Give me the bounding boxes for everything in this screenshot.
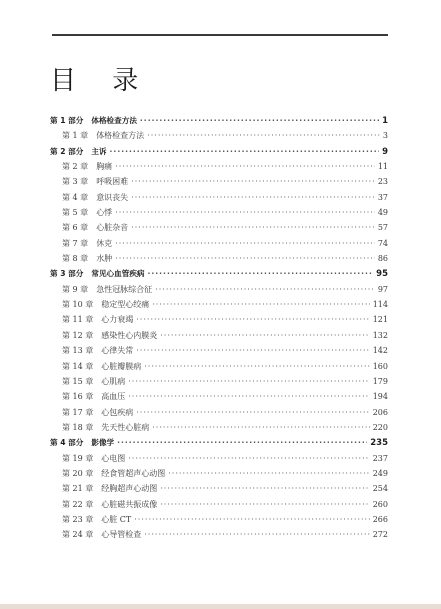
chapter-title: 稳定型心绞痛 — [101, 300, 150, 310]
page-number: 254 — [372, 484, 388, 494]
chapter-number: 第 9 章 — [62, 284, 89, 294]
part-number: 第 1 部分 — [50, 116, 84, 125]
part-title: 主诉 — [91, 146, 107, 156]
dot-leader — [136, 343, 369, 358]
chapter-number: 第 6 章 — [62, 223, 89, 233]
page-number: 142 — [372, 346, 388, 356]
toc-chapter-entry[interactable] — [50, 481, 388, 496]
dot-leader — [144, 527, 369, 542]
toc-chapter-entry[interactable] — [50, 251, 388, 266]
page-number: 37 — [377, 192, 388, 202]
chapter-number: 第 20 章 — [62, 468, 94, 478]
toc-chapter-entry[interactable] — [50, 359, 388, 374]
chapter-title: 心导管检查 — [101, 530, 142, 540]
dot-leader — [115, 159, 375, 174]
chapter-title: 先天性心脏病 — [101, 422, 150, 432]
toc-chapter-entry[interactable] — [50, 527, 388, 542]
part-number: 第 2 部分 — [50, 146, 84, 156]
chapter-title: 胸痛 — [96, 162, 113, 172]
chapter-number: 第 15 章 — [62, 376, 94, 386]
chapter-number: 第 4 章 — [62, 192, 89, 202]
page-number: 179 — [372, 376, 388, 386]
page-number: 23 — [377, 177, 388, 187]
page-number: 49 — [377, 208, 388, 218]
chapter-title: 感染性心内膜炎 — [101, 330, 158, 340]
dot-leader — [160, 497, 369, 512]
toc-part-entry[interactable] — [50, 266, 388, 281]
toc-part-entry[interactable] — [50, 435, 388, 450]
toc-chapter-entry[interactable] — [50, 312, 388, 327]
chapter-title: 心律失常 — [101, 346, 134, 356]
chapter-number: 第 22 章 — [62, 499, 94, 509]
toc-chapter-entry[interactable] — [50, 497, 388, 512]
toc-chapter-entry[interactable] — [50, 512, 388, 527]
page-number: 86 — [377, 254, 388, 264]
toc-chapter-entry[interactable] — [50, 466, 388, 481]
page-number: 235 — [370, 438, 388, 449]
page-number: 132 — [372, 330, 388, 340]
chapter-number: 第 7 章 — [62, 238, 89, 248]
toc-chapter-entry[interactable] — [50, 236, 388, 251]
chapter-number: 第 21 章 — [62, 484, 94, 494]
part-number: 第 3 部分 — [50, 269, 84, 279]
page-number: 260 — [372, 499, 388, 509]
chapter-number: 第 5 章 — [62, 208, 89, 218]
toc-chapter-entry[interactable] — [50, 159, 388, 174]
chapter-number: 第 12 章 — [62, 330, 94, 340]
dot-leader — [155, 282, 375, 297]
chapter-number: 第 24 章 — [62, 530, 94, 540]
page-number: 114 — [372, 300, 388, 310]
dot-leader — [131, 174, 375, 189]
chapter-title: 体格检查方法 — [96, 131, 145, 141]
dot-leader — [128, 389, 369, 404]
chapter-number: 第 19 章 — [62, 453, 94, 463]
chapter-title: 经食管超声心动图 — [101, 468, 166, 478]
page-number: 206 — [372, 407, 388, 417]
dot-leader — [134, 512, 369, 527]
dot-leader — [131, 190, 375, 205]
dot-leader — [117, 435, 367, 450]
page-number: 3 — [382, 131, 388, 141]
page-number: 9 — [382, 146, 388, 157]
chapter-number: 第 17 章 — [62, 407, 94, 417]
chapter-number: 第 10 章 — [62, 300, 94, 310]
page-number: 1 — [382, 116, 388, 126]
chapter-number: 第 23 章 — [62, 514, 94, 524]
part-title: 体格检查方法 — [91, 116, 137, 125]
page-number: 220 — [372, 422, 388, 432]
chapter-title: 呼吸困难 — [96, 177, 129, 187]
part-title: 常见心血管疾病 — [91, 269, 145, 279]
toc-chapter-entry[interactable] — [50, 374, 388, 389]
chapter-title: 心电图 — [101, 453, 126, 463]
table-of-contents — [50, 113, 388, 543]
chapter-title: 心脏 CT — [101, 514, 132, 524]
chapter-number: 第 13 章 — [62, 346, 94, 356]
part-title: 影像学 — [91, 438, 115, 448]
top-rule — [52, 34, 388, 36]
dot-leader — [168, 466, 369, 481]
part-number: 第 4 部分 — [50, 438, 84, 448]
toc-chapter-entry[interactable] — [50, 328, 388, 343]
chapter-number: 第 1 章 — [62, 131, 89, 141]
dot-leader — [115, 236, 375, 251]
toc-chapter-entry[interactable] — [50, 343, 388, 358]
dot-leader — [148, 266, 374, 281]
chapter-title: 水肿 — [96, 254, 113, 264]
toc-part-entry[interactable] — [50, 113, 388, 128]
dot-leader — [110, 144, 380, 159]
page-number: 194 — [372, 392, 388, 402]
dot-leader — [136, 405, 369, 420]
dot-leader — [140, 113, 379, 128]
bottom-border — [0, 604, 441, 609]
toc-chapter-entry[interactable] — [50, 297, 388, 312]
dot-leader — [131, 220, 375, 235]
toc-chapter-entry[interactable] — [50, 190, 388, 205]
dot-leader — [144, 359, 369, 374]
dot-leader — [115, 205, 375, 220]
chapter-title: 心肌病 — [101, 376, 126, 386]
toc-chapter-entry[interactable] — [50, 451, 388, 466]
toc-chapter-entry[interactable] — [50, 405, 388, 420]
chapter-title: 心脏瓣膜病 — [101, 361, 142, 371]
chapter-number: 第 3 章 — [62, 177, 89, 187]
page-number: 272 — [372, 530, 388, 540]
toc-chapter-entry[interactable] — [50, 128, 388, 143]
page-number: 95 — [376, 269, 388, 280]
chapter-number: 第 16 章 — [62, 392, 94, 402]
dot-leader — [160, 481, 369, 496]
dot-leader — [136, 312, 369, 327]
page-number: 11 — [377, 162, 388, 172]
chapter-title: 急性冠脉综合征 — [96, 284, 153, 294]
dot-leader — [147, 128, 380, 143]
chapter-number: 第 2 章 — [62, 162, 89, 172]
toc-chapter-entry[interactable] — [50, 282, 388, 297]
page-number: 249 — [372, 468, 388, 478]
chapter-number: 第 18 章 — [62, 422, 94, 432]
toc-chapter-entry[interactable] — [50, 205, 388, 220]
dot-leader — [115, 251, 375, 266]
chapter-title: 意识丧失 — [96, 192, 129, 202]
page-number: 237 — [372, 453, 388, 463]
page-number: 160 — [372, 361, 388, 371]
chapter-number: 第 14 章 — [62, 361, 94, 371]
dot-leader — [152, 297, 369, 312]
chapter-title: 心脏杂音 — [96, 223, 129, 233]
chapter-title: 心包疾病 — [101, 407, 134, 417]
chapter-title: 经胸超声心动图 — [101, 484, 158, 494]
page-number: 266 — [372, 514, 388, 524]
page-number: 74 — [377, 238, 388, 248]
toc-chapter-entry[interactable] — [50, 220, 388, 235]
page-number: 97 — [377, 284, 388, 294]
toc-chapter-entry[interactable] — [50, 174, 388, 189]
toc-part-entry[interactable] — [50, 144, 388, 159]
chapter-title: 心脏磁共振成像 — [101, 499, 158, 509]
chapter-title: 心悸 — [96, 208, 113, 218]
chapter-title: 高血压 — [101, 392, 126, 402]
page-number: 121 — [372, 315, 388, 325]
toc-chapter-entry[interactable] — [50, 389, 388, 404]
dot-leader — [160, 328, 369, 343]
toc-chapter-entry[interactable] — [50, 420, 388, 435]
page-title: 目 录 — [50, 66, 153, 96]
chapter-title: 休克 — [96, 238, 113, 248]
dot-leader — [128, 451, 369, 466]
chapter-title: 心力衰竭 — [101, 315, 134, 325]
dot-leader — [152, 420, 369, 435]
chapter-number: 第 8 章 — [62, 254, 89, 264]
page-number: 57 — [377, 223, 388, 233]
chapter-number: 第 11 章 — [62, 315, 94, 325]
dot-leader — [128, 374, 369, 389]
